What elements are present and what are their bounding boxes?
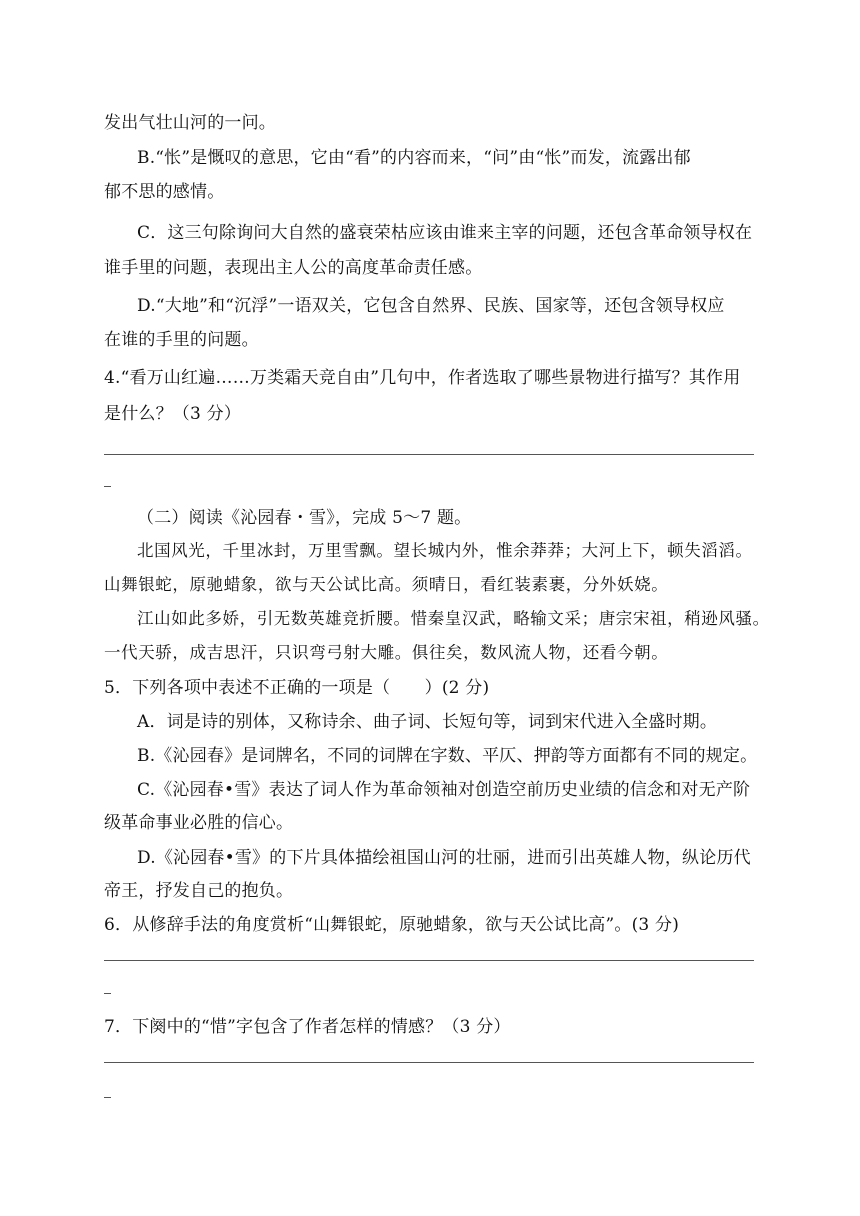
question-4-line-2: 是什么？（3 分） [104, 404, 242, 424]
option-d-line-1: D.《沁园春•雪》的下片具体描绘祖国山河的壮丽，进而引出英雄人物，纵论历代 [137, 848, 751, 868]
answer-line-end [104, 993, 111, 994]
question-5: 5．下列各项中表述不正确的一项是（ ）(2 分) [104, 678, 490, 698]
answer-line-end [104, 1097, 111, 1098]
answer-line [104, 1062, 754, 1063]
option-d-line-2: 帝王，抒发自己的抱负。 [104, 881, 294, 901]
option-b-line-2: 郁不思的感情。 [104, 182, 225, 202]
option-c-line-1: C.《沁园春•雪》表达了词人作为革命领袖对创造空前历史业绩的信念和对无产阶 [137, 780, 751, 800]
option-d-line-2: 在谁的手里的问题。 [104, 330, 259, 350]
poem-line-2: 山舞银蛇，原驰蜡象，欲与天公试比高。须晴日，看红装素裹，分外妖娆。 [104, 575, 669, 594]
question-6: 6．从修辞手法的角度赏析“山舞银蛇，原驰蜡象，欲与天公试比高”。(3 分) [104, 915, 680, 935]
option-c-line-2: 谁手里的问题，表现出主人公的高度革命责任感。 [104, 258, 483, 278]
section-heading: （二）阅读《沁园春・雪》，完成 5～7 题。 [137, 508, 472, 528]
poem-line-1: 北国风光，千里冰封，万里雪飘。望长城内外，惟余莽莽；大河上下，顿失滔滔。 [137, 541, 753, 560]
option-c-line-1: C．这三句除询问大自然的盛衰荣枯应该由谁来主宰的问题，还包含革命领导权在 [137, 223, 753, 243]
poem-line-4: 一代天骄，成吉思汗，只识弯弓射大雕。俱往矣，数风流人物，还看今朝。 [104, 643, 669, 662]
poem-line-3: 江山如此多娇，引无数英雄竞折腰。惜秦皇汉武，略输文采；唐宗宋祖，稍逊风骚。 [137, 609, 770, 628]
text-line: 发出气壮山河的一问。 [104, 113, 276, 133]
answer-line-end [104, 486, 111, 487]
option-b-line-1: B.“怅”是慨叹的意思，它由“看”的内容而来，“问”由“怅”而发，流露出郁 [137, 148, 691, 168]
question-4-line-1: 4.“看万山红遍……万类霜天竞自由”几句中，作者选取了哪些景物进行描写？其作用 [104, 368, 741, 388]
option-c-line-2: 级革命事业必胜的信心。 [104, 813, 294, 833]
answer-line [104, 960, 754, 961]
question-7: 7．下阕中的“惜”字包含了作者怎样的情感？（3 分） [104, 1017, 511, 1037]
answer-line [104, 454, 754, 455]
option-d-line-1: D.“大地”和“沉浮”一语双关，它包含自然界、民族、国家等，还包含领导权应 [137, 296, 725, 316]
option-b: B.《沁园春》是词牌名，不同的词牌在字数、平仄、押韵等方面都有不同的规定。 [137, 746, 758, 766]
option-a: A．词是诗的别体，又称诗余、曲子词、长短句等，词到宋代进入全盛时期。 [137, 712, 718, 732]
